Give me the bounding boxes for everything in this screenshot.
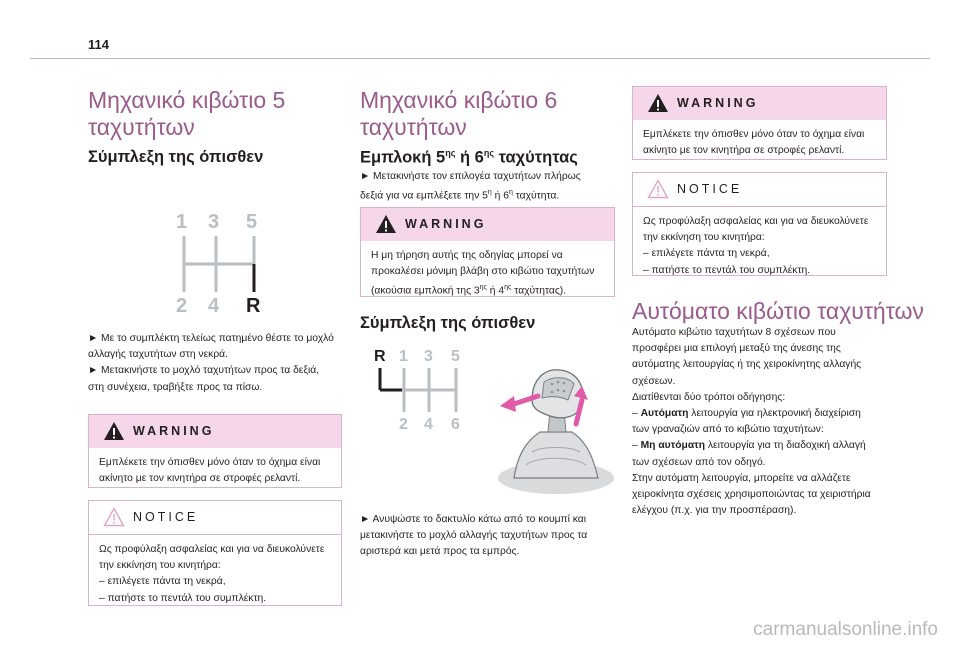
- section-heading-manual-5: Μηχανικό κιβώτιο 5 ταχυτήτων: [88, 87, 286, 140]
- notice-box-col3: NOTICE Ως προφύλαξη ασφαλείας και για να διευκολύνετε την εκκίνηση του κινητήρα: – επιλέγετε πάντα τη νεκρά, – πατήστε το πεντάλ του συμπλέκτη.: [632, 172, 887, 276]
- gear-lever-illustration: [488, 360, 618, 500]
- notice-box: NOTICE Ως προφύλαξη ασφαλείας και για να διευκολύνετε την εκκίνηση του κινητήρα: – επιλέγετε πάντα τη νεκρά, – πατήστε το πεντάλ του συμπλέκτη.: [88, 500, 342, 606]
- instructions-reverse-5: ► Με το συμπλέκτη τελείως πατημένο θέστε το μοχλό αλλαγής ταχυτήτων στη νεκρά. ► Μετακινήστε το μοχλό ταχυτήτων προς τα δεξιά, στη συνέχεια, τραβήξτε προς τα πίσω.: [88, 333, 334, 393]
- gear-label-reverse: R: [246, 295, 261, 316]
- notice-title: NOTICE: [677, 182, 743, 196]
- page-number: 114: [88, 37, 109, 52]
- gear-label-4: 4: [208, 295, 220, 316]
- gear-pattern-6-speed-diagram: [372, 344, 472, 434]
- gear-label-reverse: R: [374, 348, 386, 365]
- warning-triangle-icon: [647, 93, 669, 113]
- section-heading-manual-6: Μηχανικό κιβώτιο 6 ταχυτήτων: [360, 87, 558, 140]
- warning-box-gearbox: WARNING Η μη τήρηση αυτής της οδηγίας μπορεί να προκαλέσει μόνιμη βλάβη στο κιβώτιο ταχυτήτων (ακούσια εμπλοκή της $3^{\eta\varsigma}$ ή $4^{\eta\varsigma}$ ταχύτητας).: [360, 207, 615, 297]
- notice-title: NOTICE: [133, 510, 199, 524]
- warning-title: WARNING: [133, 424, 215, 438]
- gear-label-5: 5: [246, 211, 258, 233]
- gear-label-1: 1: [399, 348, 408, 365]
- warning-box: WARNING Εμπλέκετε την όπισθεν μόνο όταν το όχημα είναι ακίνητο με τον κινητήρα σε στροφές ρελαντί.: [88, 414, 342, 488]
- subheading-reverse-6: Σύμπλεξη της όπισθεν: [360, 314, 536, 332]
- gear-label-3: 3: [424, 348, 433, 365]
- gear-label-5: 5: [451, 348, 460, 365]
- warning-box-col3: WARNING Εμπλέκετε την όπισθεν μόνο όταν το όχημα είναι ακίνητο με τον κινητήρα σε στροφές ρελαντί.: [632, 86, 887, 160]
- gear-label-4: 4: [424, 416, 433, 433]
- gear-label-6: 6: [451, 416, 460, 433]
- gear-label-3: 3: [208, 211, 220, 233]
- warning-triangle-icon: [103, 421, 125, 441]
- header-rule: [30, 58, 930, 59]
- notice-triangle-icon: [103, 507, 125, 527]
- warning-title: WARNING: [405, 217, 487, 231]
- gear-label-2: 2: [399, 416, 408, 433]
- gear-label-1: 1: [176, 211, 188, 233]
- instructions-reverse-6: ► Ανυψώστε το δακτυλίο κάτω από το κουμπί και μετακινήστε το μοχλό αλλαγής ταχυτήτων προς τα αριστερά και μετά προς τα εμπρός.: [360, 514, 588, 558]
- section-heading-automatic: Αυτόματο κιβώτιο ταχυτήτων: [632, 298, 924, 324]
- watermark: carmanualsonline.info: [753, 619, 938, 640]
- warning-triangle-icon: [375, 214, 397, 234]
- gear-pattern-5-speed-diagram: [170, 204, 270, 316]
- gear-label-2: 2: [176, 295, 188, 316]
- notice-triangle-icon: [647, 179, 669, 199]
- subheading-reverse: Σύμπλεξη της όπισθεν: [88, 148, 264, 166]
- instruction-5th-6th: ► Μετακινήστε τον επιλογέα ταχυτήτων πλήρως δεξιά για να εμπλέξετε την $5^\eta$ ή $6^\eta$ ταχύτητα.: [360, 171, 581, 202]
- warning-title: WARNING: [677, 96, 759, 110]
- subheading-5th-6th: Εμπλοκή $5^{\eta\varsigma}$ ή $6^{\eta\varsigma}$ ταχύτητας: [360, 148, 578, 167]
- automatic-description: Αυτόματο κιβώτιο ταχυτήτων 8 σχέσεων που προσφέρει μια επιλογή μεταξύ της άνεσης της αυτόματης λειτουργίας ή της χειροκίνητης αλλαγής σχέσεων. Διατίθενται δύο τρόποι οδήγησης: – Αυτόματη λειτουργία για ηλεκτρονική διαχείριση των γραναζιών από το κιβώτιο ταχυτήτων: – Μη αυτόματη λειτουργία για τη διαδοχική αλλαγή των σχέσεων από τον οδηγό. Στην αυτόματη λειτουργία, μπορείτε να αλλάζετε χειροκίνητα σχέσεις χρησιμοποιώντας τα χειριστήρια ελέγχου (π.χ. για την προσπέραση).: [632, 327, 871, 517]
